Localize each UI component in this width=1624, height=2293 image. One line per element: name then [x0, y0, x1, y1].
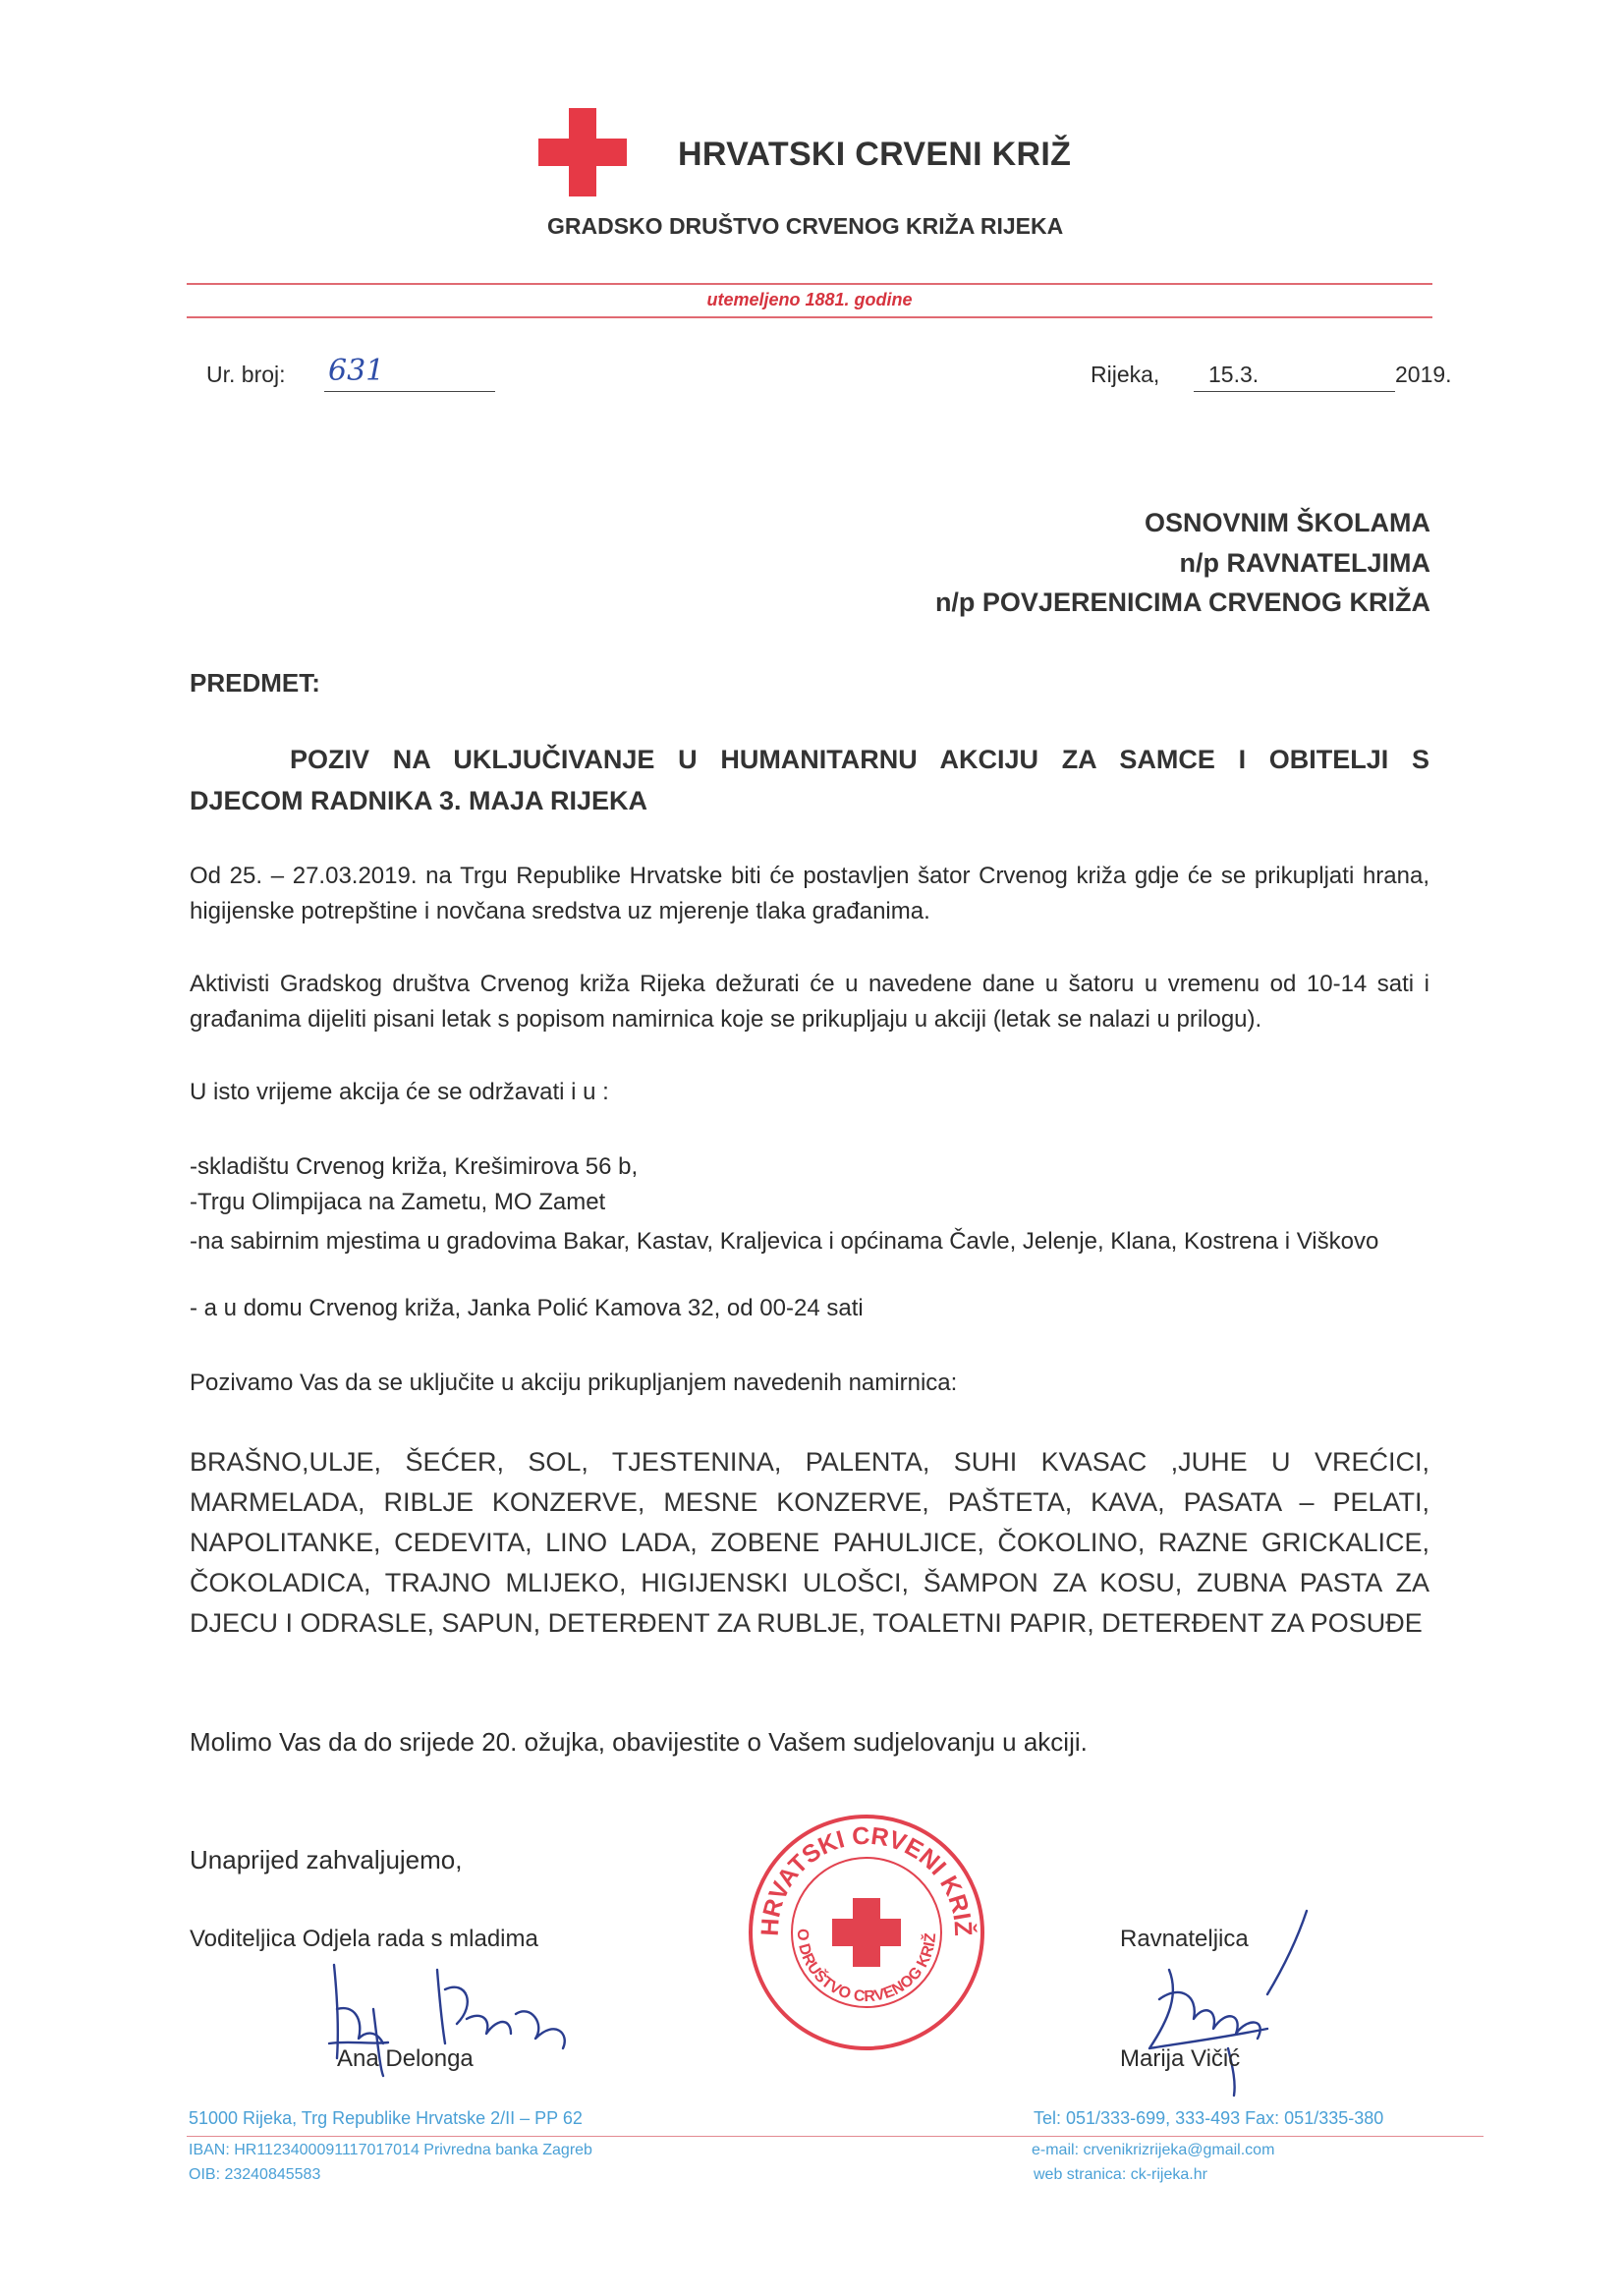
footer-phone: Tel: 051/333-699, 333-493 Fax: 051/335-380 [1034, 2108, 1384, 2128]
left-signatory-title: Voditeljica Odjela rada s mladima [190, 1926, 538, 1952]
footer-email: e-mail: crvenikrizrijeka@gmail.com [1032, 2142, 1275, 2158]
paragraph-2b: U isto vrijeme akcija će se održavati i u : [190, 1079, 609, 1105]
location-item: - a u domu Crvenog križa, Janka Polić Kamova 32, od 00-24 sati [190, 1295, 864, 1321]
footer-divider [187, 2136, 1484, 2137]
location-item: -skladištu Crvenog križa, Krešimirova 56 b, [190, 1153, 639, 1180]
footer-iban: IBAN: HR1123400091117017014 Privredna banka Zagreb [189, 2142, 592, 2158]
org-name: HRVATSKI CRVENI KRIŽ [678, 136, 1072, 173]
founded-note: utemeljeno 1881. godine [706, 290, 913, 309]
invite-text: Pozivamo Vas da se uključite u akciju prikupljanjem navedenih namirnica: [190, 1370, 958, 1396]
city: Rijeka, [1091, 362, 1160, 387]
addressee-line-3: n/p POVJERENICIMA CRVENOG KRIŽA [934, 587, 1430, 617]
footer-address: 51000 Rijeka, Trg Republike Hrvatske 2/II – PP 62 [189, 2108, 583, 2128]
left-signatory-name: Ana Delonga [337, 2045, 474, 2072]
stamp-bottom-text: O DRUŠTVO CRVENOG KRIŽ [793, 1928, 940, 2006]
official-stamp [744, 1810, 989, 2055]
addressee-line-2: n/p RAVNATELJIMA [1179, 548, 1430, 578]
year: 2019. [1395, 362, 1452, 387]
footer-web: web stranica: ck-rijeka.hr [1034, 2166, 1207, 2183]
date: 15.3. [1194, 362, 1395, 392]
paragraph-1: Od 25. – 27.03.2019. na Trgu Republike Hrvatske biti će postavljen šator Crvenog križa gdje će se prikupljati hrana, higijenske potrepštine i novčana sredstva uz mjerenje tlaka građanima. [190, 863, 1429, 924]
right-signatory-name: Marija Vičić [1120, 2045, 1241, 2072]
location-item: -na sabirnim mjestima u gradovima Bakar, Kastav, Kraljevica i općinama Čavle, Jelenje, Klana, Kostrena i Viškovo [190, 1228, 1379, 1255]
reference-number: 631 [324, 354, 495, 392]
subject-label: PREDMET: [190, 668, 320, 698]
footer-oib: OIB: 23240845583 [189, 2166, 321, 2183]
red-cross-logo-icon [538, 108, 627, 196]
stamp-top-text: HRVATSKI CRVENI KRIŽ [756, 1821, 978, 1937]
location-item: -Trgu Olimpijaca na Zametu, MO Zamet [190, 1189, 606, 1215]
right-signatory-title: Ravnateljica [1120, 1926, 1249, 1952]
thanks-text: Unaprijed zahvaljujemo, [190, 1845, 463, 1874]
request-text: Molimo Vas da do srijede 20. ožujka, obavijestite o Vašem sudjelovanju u akciji. [190, 1727, 1088, 1757]
subject-line-1: POZIV NA UKLJUČIVANJE U HUMANITARNU AKCIJU ZA SAMCE I OBITELJI S [290, 745, 1429, 774]
org-subtitle: GRADSKO DRUŠTVO CRVENOG KRIŽA RIJEKA [547, 213, 1064, 239]
subject-line-2: DJECOM RADNIKA 3. MAJA RIJEKA [190, 786, 648, 815]
header-divider-bottom [187, 316, 1432, 318]
reference-label: Ur. broj: [206, 362, 286, 387]
header-divider-top [187, 283, 1432, 285]
addressee-line-1: OSNOVNIM ŠKOLAMA [1144, 508, 1430, 537]
items-list: BRAŠNO,ULJE, ŠEĆER, SOL, TJESTENINA, PALENTA, SUHI KVASAC ,JUHE U VREĆICI, MARMELADA, RIBLJE KONZERVE, MESNE KONZERVE, PAŠTETA, KAVA, PASATA – PELATI, NAPOLITANKE, CEDEVITA, LINO LADA, ZOBENE PAHULJICE, ČOKOLINO, RAZNE GRICKALICE, ČOKOLADICA, TRAJNO MLIJEKO, HIGIJENSKI ULOŠCI, ŠAMPON ZA KOSU, ZUBNA PASTA ZA DJECU I ODRASLE, SAPUN, DETERĐENT ZA RUBLJE, TOALETNI PAPIR, DETERĐENT ZA POSUĐE [190, 1447, 1429, 1638]
paragraph-2: Aktivisti Gradskog društva Crvenog križa Rijeka dežurati će u navedene dane u šatoru u vremenu od 10-14 sati i građanima dijeliti pisani letak s popisom namirnica koje se prikupljaju u akciji (letak se nalazi u prilogu). [190, 971, 1429, 1033]
stamp-cross-icon [832, 1898, 901, 1967]
